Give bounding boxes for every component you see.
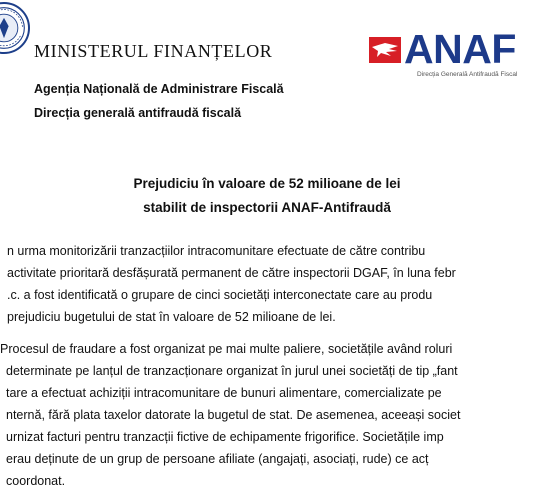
paragraph-line: determinate pe lanțul de tranzacționare organizat în jurul unei societăți de tip „fant [6, 364, 458, 378]
paragraph-line: activitate prioritară desfășurată permanent de către inspectorii DGAF, în luna febr [7, 266, 456, 280]
paragraph-line: prejudiciu bugetului de stat în valoare de 52 milioane de lei. [7, 310, 336, 324]
anaf-wordmark: ANAF [404, 26, 516, 72]
paragraph-line: erau deținute de un grup de persoane afiliate (angajați, asociați, rude) ce acț [6, 452, 429, 466]
paragraph-line: nternă, fără plata taxelor datorate la bugetul de stat. De asemenea, aceeași societ [6, 408, 461, 422]
paragraph-line: coordonat. [6, 474, 66, 488]
ministry-seal-icon [0, 2, 30, 54]
paragraph-line: Procesul de fraudare a fost organizat pe mai multe paliere, societățile având roluri [0, 342, 453, 356]
anaf-logo [369, 26, 534, 88]
paragraph-line: .c. a fost identificată o grupare de cinci societăți interconectate care au produ [7, 288, 433, 302]
paragraph-line: n urma monitorizării tranzacțiilor intracomunitare efectuate de către contribu [7, 244, 426, 258]
direction-name: Direcția generală antifraudă fiscală [34, 106, 242, 120]
paragraph-line: urnizat facturi pentru tranzacții fictive de echipamente frigorifice. Societățile imp [6, 430, 444, 444]
agency-name: Agenția Națională de Administrare Fiscală [34, 82, 284, 96]
title-line-1: Prejudiciu în valoare de 52 milioane de lei [133, 176, 401, 191]
eagle-icon [369, 37, 401, 63]
ministry-name: MINISTERUL FINANȚELOR [34, 41, 273, 61]
anaf-subtitle: Direcția Generală Antifraudă Fiscal [417, 71, 518, 78]
paragraph-line: tare a efectuat achiziții intracomunitare de bunuri alimentare, comercializate pe [6, 386, 442, 400]
title-line-2: stabilit de inspectorii ANAF-Antifraudă [143, 200, 391, 215]
